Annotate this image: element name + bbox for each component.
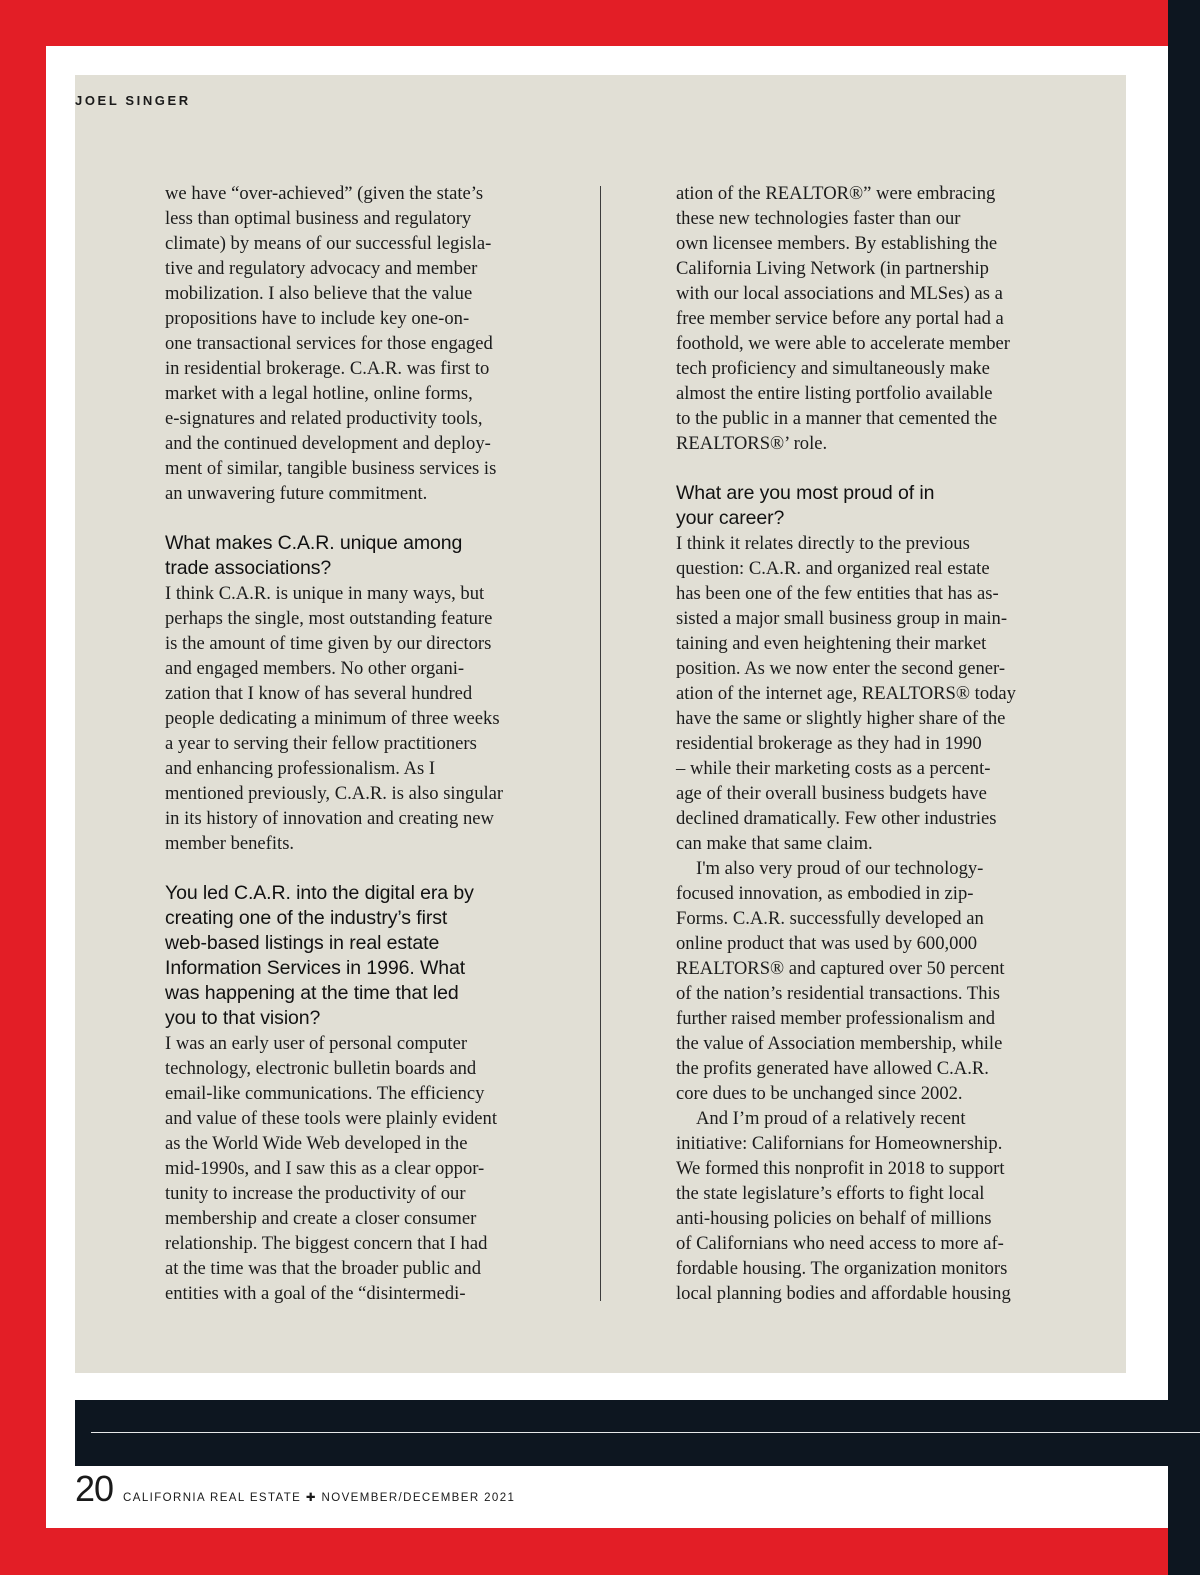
- body-text-line: an unwavering future commitment.: [165, 483, 428, 504]
- column-divider: [600, 186, 601, 1301]
- body-text-line: and value of these tools were plainly evident: [165, 1108, 498, 1129]
- frame-left-bar: [0, 0, 46, 1575]
- body-text-line: I'm also very proud of our technology-: [696, 858, 984, 879]
- bottom-band-rule: [91, 1432, 1200, 1433]
- body-text-line: online product that was used by 600,000: [676, 933, 978, 954]
- body-text-line: ation of the REALTOR®” were embracing: [676, 183, 996, 204]
- body-text-line: mentioned previously, C.A.R. is also singular: [165, 783, 504, 804]
- body-text-line: further raised member professionalism and: [676, 1008, 996, 1029]
- body-text-line: taining and even heightening their market: [676, 633, 987, 654]
- body-text-line: REALTORS® and captured over 50 percent: [676, 958, 1005, 979]
- body-text-line: local planning bodies and affordable housing: [676, 1283, 1011, 1304]
- body-text-line: We formed this nonprofit in 2018 to support: [676, 1158, 1005, 1179]
- body-text-line: core dues to be unchanged since 2002.: [676, 1083, 963, 1104]
- question-heading-line: What makes C.A.R. unique among: [165, 532, 463, 554]
- body-text-line: foothold, we were able to accelerate member: [676, 333, 1010, 354]
- body-text-line: ment of similar, tangible business services is: [165, 458, 497, 479]
- body-text-line: and enhancing professionalism. As I: [165, 758, 436, 779]
- body-text-line: of Californians who need access to more af-: [676, 1233, 1004, 1254]
- body-text-line: almost the entire listing portfolio available: [676, 383, 993, 404]
- body-text-line: position. As we now enter the second gener-: [676, 658, 1006, 679]
- body-text-line: is the amount of time given by our directors: [165, 633, 492, 654]
- body-text-line: tunity to increase the productivity of our: [165, 1183, 466, 1204]
- right-column: [676, 181, 1046, 1306]
- body-text-line: tech proficiency and simultaneously make: [676, 358, 990, 379]
- body-text-line: entities with a goal of the “disintermedi-: [165, 1283, 466, 1304]
- body-text-line: has been one of the few entities that has as-: [676, 583, 999, 604]
- body-text-line: with our local associations and MLSes) as a: [676, 283, 1003, 304]
- body-text-line: of the nation’s residential transactions. This: [676, 983, 1000, 1004]
- body-text-line: propositions have to include key one-on-: [165, 308, 470, 329]
- publication-line: [123, 1490, 515, 1504]
- body-text-line: and engaged members. No other organi-: [165, 658, 465, 679]
- body-text-line: – while their marketing costs as a percent-: [676, 758, 991, 779]
- left-column: [165, 181, 530, 1306]
- body-text-line: can make that same claim.: [676, 833, 873, 854]
- body-text-line: the profits generated have allowed C.A.R.: [676, 1058, 989, 1079]
- body-text-line: climate) by means of our successful legisla-: [165, 233, 492, 254]
- body-text-line: these new technologies faster than our: [676, 208, 961, 229]
- question-heading-line: What are you most proud of in: [676, 482, 935, 504]
- plus-icon: ✚: [305, 1492, 317, 1504]
- body-text-line: we have “over-achieved” (given the state’s: [165, 183, 484, 204]
- frame-right-bar: [1168, 0, 1200, 1575]
- body-text-line: California Living Network (in partnership: [676, 258, 989, 279]
- body-text-line: Forms. C.A.R. successfully developed an: [676, 908, 984, 929]
- body-text-line: technology, electronic bulletin boards and: [165, 1058, 477, 1079]
- body-text-line: membership and create a closer consumer: [165, 1208, 477, 1229]
- body-text-line: mid-1990s, and I saw this as a clear oppor-: [165, 1158, 485, 1179]
- body-text-line: at the time was that the broader public and: [165, 1258, 481, 1279]
- body-text-line: question: C.A.R. and organized real estate: [676, 558, 990, 579]
- body-text-line: fordable housing. The organization monitors: [676, 1258, 1008, 1279]
- page-footer: [75, 1468, 515, 1508]
- bottom-band: [75, 1400, 1168, 1466]
- body-text-line: as the World Wide Web developed in the: [165, 1133, 468, 1154]
- question-heading-line: web-based listings in real estate: [165, 932, 440, 954]
- body-text-line: zation that I know of has several hundred: [165, 683, 473, 704]
- question-heading-line: your career?: [676, 507, 785, 529]
- body-text-line: in its history of innovation and creating new: [165, 808, 494, 829]
- body-text-line: to the public in a manner that cemented the: [676, 408, 998, 429]
- paragraph-gap: [165, 506, 530, 531]
- body-text-line: And I’m proud of a relatively recent: [696, 1108, 966, 1129]
- body-text-line: free member service before any portal had a: [676, 308, 1004, 329]
- frame-top-bar: [0, 0, 1168, 46]
- body-text-line: tive and regulatory advocacy and member: [165, 258, 478, 279]
- author-name: JOEL SINGER: [75, 93, 191, 108]
- page-number: 20: [75, 1468, 114, 1509]
- body-text-line: in residential brokerage. C.A.R. was first to: [165, 358, 490, 379]
- body-text-line: the state legislature’s efforts to fight local: [676, 1183, 985, 1204]
- body-text-line: residential brokerage as they had in 1990: [676, 733, 982, 754]
- body-text-line: age of their overall business budgets have: [676, 783, 987, 804]
- body-text-line: one transactional services for those engaged: [165, 333, 493, 354]
- body-text-line: declined dramatically. Few other industries: [676, 808, 997, 829]
- paragraph-gap: [165, 856, 530, 881]
- paragraph-gap: [676, 456, 1046, 481]
- body-text-line: have the same or slightly higher share of the: [676, 708, 1006, 729]
- body-text-line: less than optimal business and regulatory: [165, 208, 472, 229]
- body-text-line: focused innovation, as embodied in zip-: [676, 883, 974, 904]
- frame-bottom-bar: [0, 1528, 1168, 1575]
- question-heading-line: creating one of the industry’s first: [165, 907, 448, 929]
- question-heading-line: trade associations?: [165, 557, 332, 579]
- body-text-line: people dedicating a minimum of three weeks: [165, 708, 500, 729]
- question-heading-line: was happening at the time that led: [165, 982, 459, 1004]
- body-text-line: I was an early user of personal computer: [165, 1033, 468, 1054]
- body-text-line: perhaps the single, most outstanding feature: [165, 608, 493, 629]
- body-text-line: I think C.A.R. is unique in many ways, but: [165, 583, 485, 604]
- issue-date: NOVEMBER/DECEMBER 2021: [321, 1492, 516, 1504]
- body-text-line: I think it relates directly to the previous: [676, 533, 970, 554]
- body-text-line: ation of the internet age, REALTORS® today: [676, 683, 1016, 704]
- body-text-line: member benefits.: [165, 833, 295, 854]
- question-heading-line: Information Services in 1996. What: [165, 957, 466, 979]
- body-text-line: sisted a major small business group in main-: [676, 608, 1008, 629]
- body-text-line: email-like communications. The efficiency: [165, 1083, 485, 1104]
- body-text-line: initiative: Californians for Homeownership.: [676, 1133, 1003, 1154]
- body-text-line: the value of Association membership, while: [676, 1033, 1003, 1054]
- publication-name: CALIFORNIA REAL ESTATE: [123, 1492, 302, 1504]
- body-text-line: a year to serving their fellow practitioners: [165, 733, 477, 754]
- body-text-line: e-signatures and related productivity tools,: [165, 408, 483, 429]
- body-text-line: relationship. The biggest concern that I had: [165, 1233, 488, 1254]
- body-text-line: market with a legal hotline, online forms,: [165, 383, 473, 404]
- body-text-line: REALTORS®’ role.: [676, 433, 828, 454]
- body-text-line: and the continued development and deploy-: [165, 433, 491, 454]
- body-text-line: anti-housing policies on behalf of millions: [676, 1208, 992, 1229]
- body-text-line: mobilization. I also believe that the value: [165, 283, 473, 304]
- question-heading-line: You led C.A.R. into the digital era by: [165, 882, 474, 904]
- body-text-line: own licensee members. By establishing the: [676, 233, 998, 254]
- question-heading-line: you to that vision?: [165, 1007, 321, 1029]
